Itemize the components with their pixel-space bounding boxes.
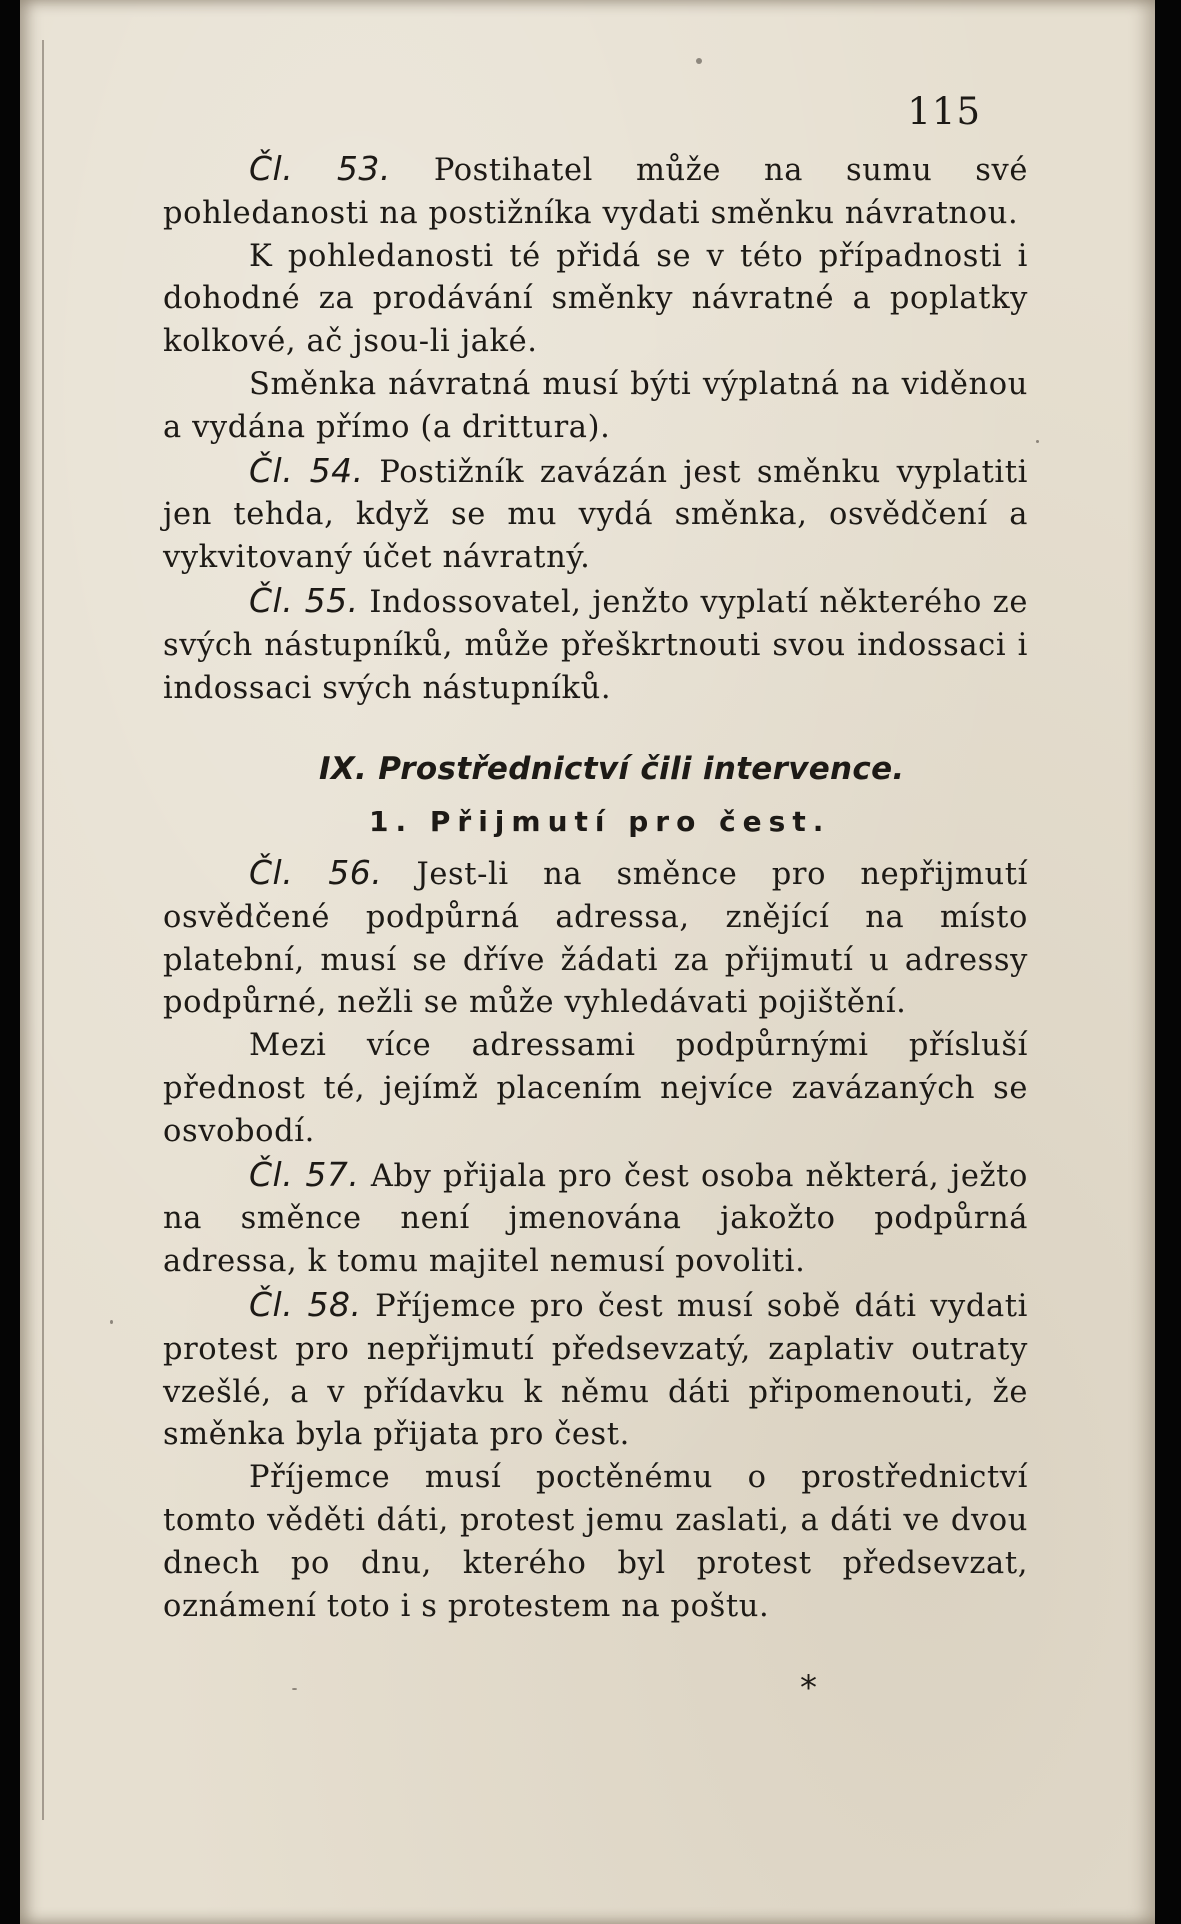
article-label: Čl. 54.: [249, 450, 364, 490]
paragraph-art-56: [163, 852, 1028, 1025]
gutter-line: [42, 40, 44, 1820]
sub-heading: 1. Přijmutí pro čest.: [369, 805, 831, 839]
ornament-asterisk: *: [800, 1668, 817, 1708]
paper-speck: [696, 58, 702, 64]
paragraph-art-58: [163, 1284, 1028, 1457]
article-label: Čl. 55.: [249, 580, 359, 620]
paragraph: [163, 1457, 1028, 1628]
article-label: Čl. 58.: [249, 1284, 362, 1324]
paper-speck: [248, 912, 252, 917]
paragraph-art-53: [163, 148, 1028, 236]
paragraph-text: K pohledanosti té přidá se v této případnosti i dohodné za prodávání směnky návratné a poplatky kolkové, ač jsou-li jaké.: [163, 238, 1028, 360]
paragraph-text: Příjemce pro čest musí sobě dáti vydati protest pro nepřijmutí předsevzatý, zaplativ outraty vzešlé, a v přídavku k němu dáti připomenouti, že směnka byla přijata pro čest.: [163, 1288, 1029, 1453]
paragraph-text: Mezi více adressami podpůrnými přísluší přednost té, jejímž placením nejvíce zavázaných se osvobodí.: [163, 1028, 1028, 1149]
paper-speck: [1036, 440, 1039, 443]
book-page: [20, 0, 1155, 1924]
paragraph-text: Příjemce musí poctěnému o prostřednictví tomto věděti dáti, protest jemu zaslati, a dáti ve dvou dnech po dnu, kterého byl protest předsevzat, oznámení toto i s protestem na poštu.: [163, 1460, 1028, 1624]
paper-speck: [110, 1320, 113, 1324]
paragraph-text: Aby přijala pro čest osoba některá, ježto na směnce není jmenována jakožto podpůrná adressa, k tomu majitel nemusí povoliti.: [163, 1158, 1029, 1280]
paragraph-text: Směnka návratná musí býti výplatná na viděnou a vydána přímo (a drittura).: [163, 366, 1028, 445]
paragraph-text: Indossovatel, jenžto vyplatí některého ze svých nástupníků, může přeškrtnouti svou indossaci i indossaci svých nástupníků.: [163, 584, 1028, 706]
paragraph: [163, 1025, 1028, 1153]
paragraph-art-57: [163, 1154, 1028, 1284]
section-heading: IX. Prostřednictví čili intervence.: [319, 751, 905, 788]
paragraph-art-54: [163, 450, 1028, 580]
paragraph-text: Postihatel může na sumu své pohledanosti na postižníka vydati směnku návratnou.: [163, 153, 1029, 231]
article-label: Čl. 53.: [249, 149, 391, 188]
text-block: [163, 148, 1028, 1628]
paragraph-text: Postižník zavázán jest směnku vyplatiti jen tehda, když se mu vydá směnka, osvědčení a vykvitovaný účet návratný.: [163, 454, 1028, 576]
paragraph: [163, 364, 1028, 450]
paragraph-text: Jest-li na směnce pro nepřijmutí osvědčené podpůrná adressa, znějící na místo platební, musí se dříve žádati za přijmutí u adressy podpůrné, nežli se může vyhledávati pojištění.: [163, 856, 1028, 1021]
paragraph-art-55: [163, 580, 1028, 710]
page-number: 115: [907, 90, 981, 133]
paragraph: [163, 236, 1028, 364]
article-label: Čl. 56.: [249, 852, 383, 892]
article-label: Čl. 57.: [249, 1154, 360, 1194]
paper-speck: [292, 1688, 297, 1690]
